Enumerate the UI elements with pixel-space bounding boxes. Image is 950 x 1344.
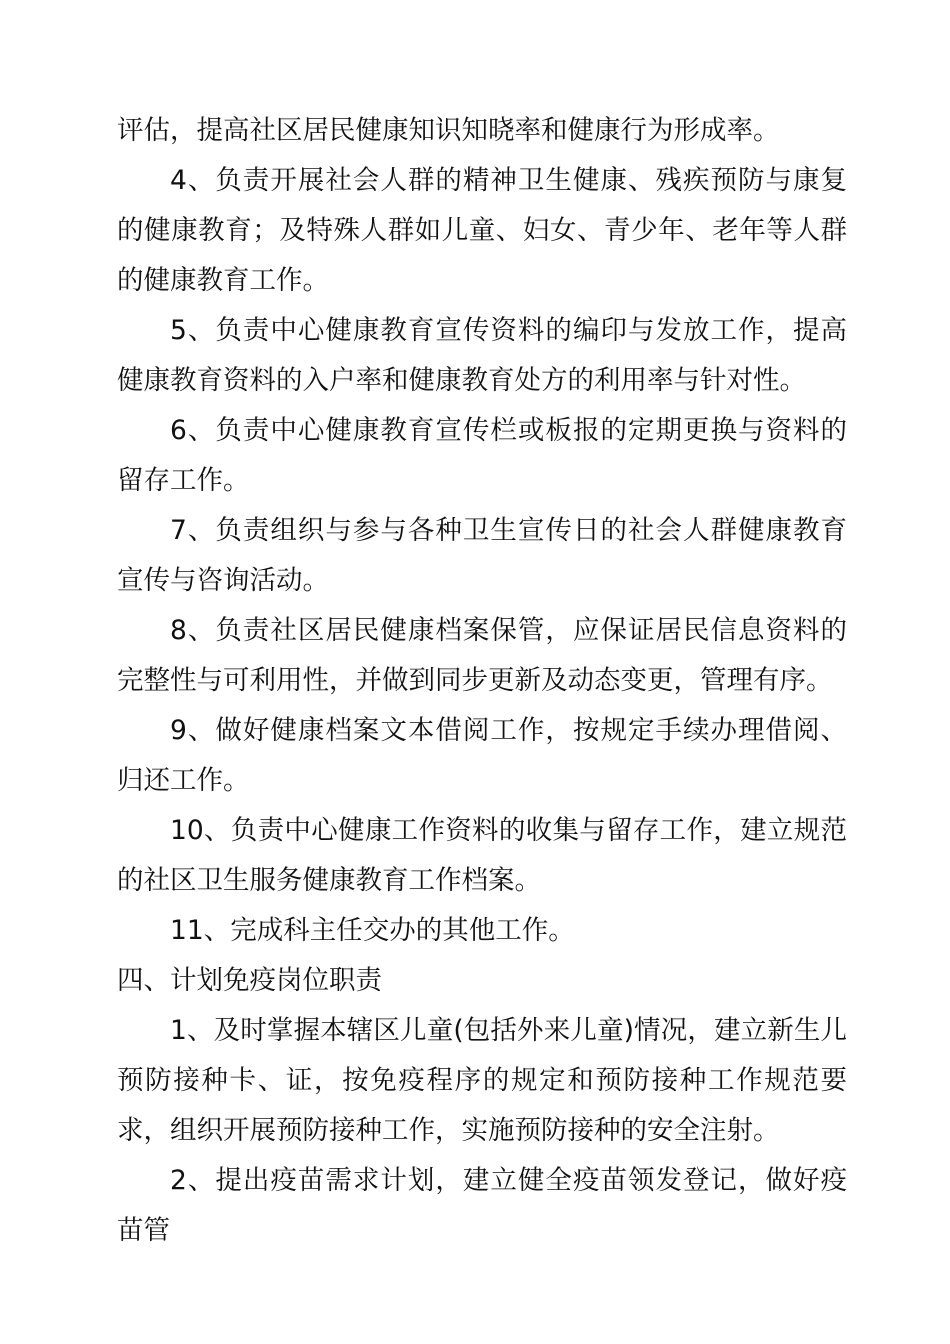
paragraph-item-8: 8、负责社区居民健康档案保管，应保证居民信息资料的完整性与可利用性，并做到同步更新及动态变更，管理有序。 [117,615,847,696]
paragraph-item-10: 10、负责中心健康工作资料的收集与留存工作，建立规范的社区卫生服务健康教育工作档案。 [117,815,847,896]
document-body [117,106,847,1256]
paragraph-continuation: 评估，提高社区居民健康知识知晓率和健康行为形成率。 [117,115,780,146]
paragraph-item-5: 5、负责中心健康教育宣传资料的编印与发放工作，提高健康教育资料的入户率和健康教育处方的利用率与针对性。 [117,315,847,396]
section-heading: 四、计划免疫岗位职责 [117,965,382,996]
paragraph-immunization-1: 1、及时掌握本辖区儿童(包括外来儿童)情况，建立新生儿预防接种卡、证，按免疫程序的规定和预防接种工作规范要求，组织开展预防接种工作，实施预防接种的安全注射。 [117,1015,847,1146]
paragraph-item-11: 11、完成科主任交办的其他工作。 [170,915,575,946]
paragraph-item-6: 6、负责中心健康教育宣传栏或板报的定期更换与资料的留存工作。 [117,415,847,496]
paragraph-item-7: 7、负责组织与参与各种卫生宣传日的社会人群健康教育宣传与咨询活动。 [117,515,847,596]
paragraph-item-4: 4、负责开展社会人群的精神卫生健康、残疾预防与康复的健康教育；及特殊人群如儿童、妇女、青少年、老年等人群的健康教育工作。 [117,165,847,296]
paragraph-item-9: 9、做好健康档案文本借阅工作，按规定手续办理借阅、归还工作。 [117,715,847,796]
paragraph-immunization-2: 2、提出疫苗需求计划，建立健全疫苗领发登记，做好疫苗管 [117,1165,847,1246]
